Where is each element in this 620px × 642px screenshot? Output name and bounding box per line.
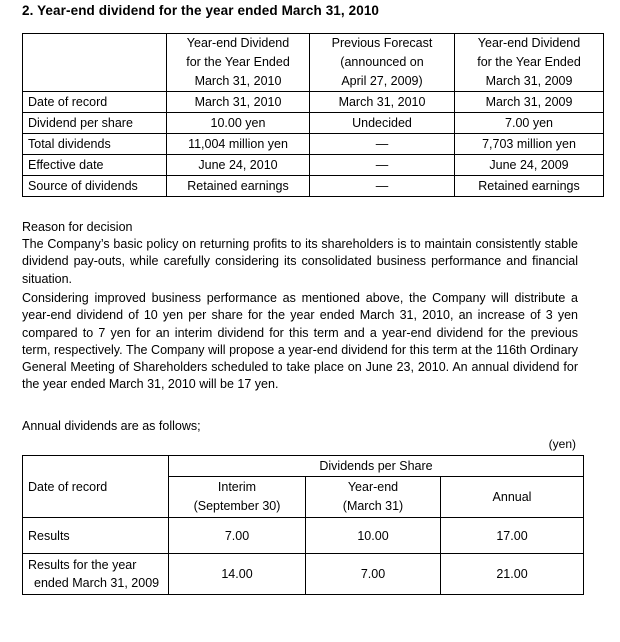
table-row (23, 92, 604, 113)
row-label-line: ended March 31, 2009 (34, 576, 160, 590)
reason-paragraph-1: The Company’s basic policy on returning profits to its shareholders is to maintain consistently stable dividend pay-outs, while carefully considering its consolidated business performance and financial situation. (22, 237, 578, 286)
cell-value: 10.00 (306, 518, 441, 554)
cell-value: ― (310, 155, 455, 176)
header-line: Year-end (347, 480, 399, 494)
header-blank-cell (23, 34, 167, 92)
row-label (23, 554, 169, 595)
table-header-row (23, 456, 584, 477)
cell-value: ― (310, 176, 455, 197)
cell-value: June 24, 2009 (455, 155, 604, 176)
row-label: Source of dividends (23, 176, 167, 197)
header-line: (September 30) (193, 499, 281, 513)
cell-value: 10.00 yen (167, 113, 310, 134)
cell-value: ― (310, 134, 455, 155)
cell-value: 7.00 (306, 554, 441, 595)
header-line: Year-end Dividend (477, 36, 581, 50)
row-label: Dividend per share (23, 113, 167, 134)
header-line: April 27, 2009) (341, 74, 423, 88)
header-line: for the Year Ended (477, 55, 581, 69)
cell-value: 17.00 (441, 518, 584, 554)
row-label: Effective date (23, 155, 167, 176)
row-label-line: Results for the year (28, 558, 137, 572)
annual-intro: Annual dividends are as follows; (22, 419, 201, 433)
cell-value: 7,703 million yen (455, 134, 604, 155)
cell-value: 7.00 yen (455, 113, 604, 134)
row-label: Date of record (23, 92, 167, 113)
dividend-table (22, 33, 604, 197)
cell-value: March 31, 2010 (310, 92, 455, 113)
cell-value: Undecided (310, 113, 455, 134)
col-interim (169, 477, 306, 518)
col-annual: Annual (441, 477, 584, 518)
header-previous-forecast (310, 34, 455, 92)
dividend-table-header (23, 34, 604, 92)
row-label: Total dividends (23, 134, 167, 155)
header-line: (announced on (340, 55, 424, 69)
header-line: (March 31) (342, 499, 404, 513)
col-yearend (306, 477, 441, 518)
cell-value: Retained earnings (455, 176, 604, 197)
header-line: Interim (217, 480, 257, 494)
row-label: Results (23, 518, 169, 554)
header-line: Year-end Dividend (186, 36, 290, 50)
cell-value: June 24, 2010 (167, 155, 310, 176)
group-header: Dividends per Share (169, 456, 584, 477)
cell-value: 7.00 (169, 518, 306, 554)
header-line: Previous Forecast (331, 36, 433, 50)
table-row (23, 134, 604, 155)
annual-dividends-table (22, 455, 584, 595)
cell-value: 21.00 (441, 554, 584, 595)
table-row (23, 113, 604, 134)
section-heading: 2. Year-end dividend for the year ended March 31, 2010 (22, 3, 380, 18)
header-line: March 31, 2009 (485, 74, 573, 88)
cell-value: March 31, 2010 (167, 92, 310, 113)
header-line: March 31, 2010 (194, 74, 282, 88)
cell-value: 11,004 million yen (167, 134, 310, 155)
table-row (23, 554, 584, 595)
cell-value: Retained earnings (167, 176, 310, 197)
table-row (23, 155, 604, 176)
header-prior-year (455, 34, 604, 92)
row-header-cell: Date of record (23, 456, 169, 518)
cell-value: 14.00 (169, 554, 306, 595)
cell-value: March 31, 2009 (455, 92, 604, 113)
reason-paragraph-2: Considering improved business performance as mentioned above, the Company will distribute a year-end dividend of 10 yen per share for the year ended March 31, 2010, an increase of 3 yen compared to 7 yen for an interim dividend for this term and a year-end dividend for the previous term, respectively. The Company will propose a year-end dividend for this term at the 116th Ordinary General Meeting of Shareholders scheduled to take place on June 23, 2010. An annual dividend for the year ended March 31, 2010 will be 17 yen. (22, 291, 578, 392)
reason-title: Reason for decision (22, 220, 133, 234)
header-current-year (167, 34, 310, 92)
header-line: for the Year Ended (186, 55, 290, 69)
table-row (23, 518, 584, 554)
unit-label: (yen) (548, 437, 576, 451)
table-row (23, 176, 604, 197)
